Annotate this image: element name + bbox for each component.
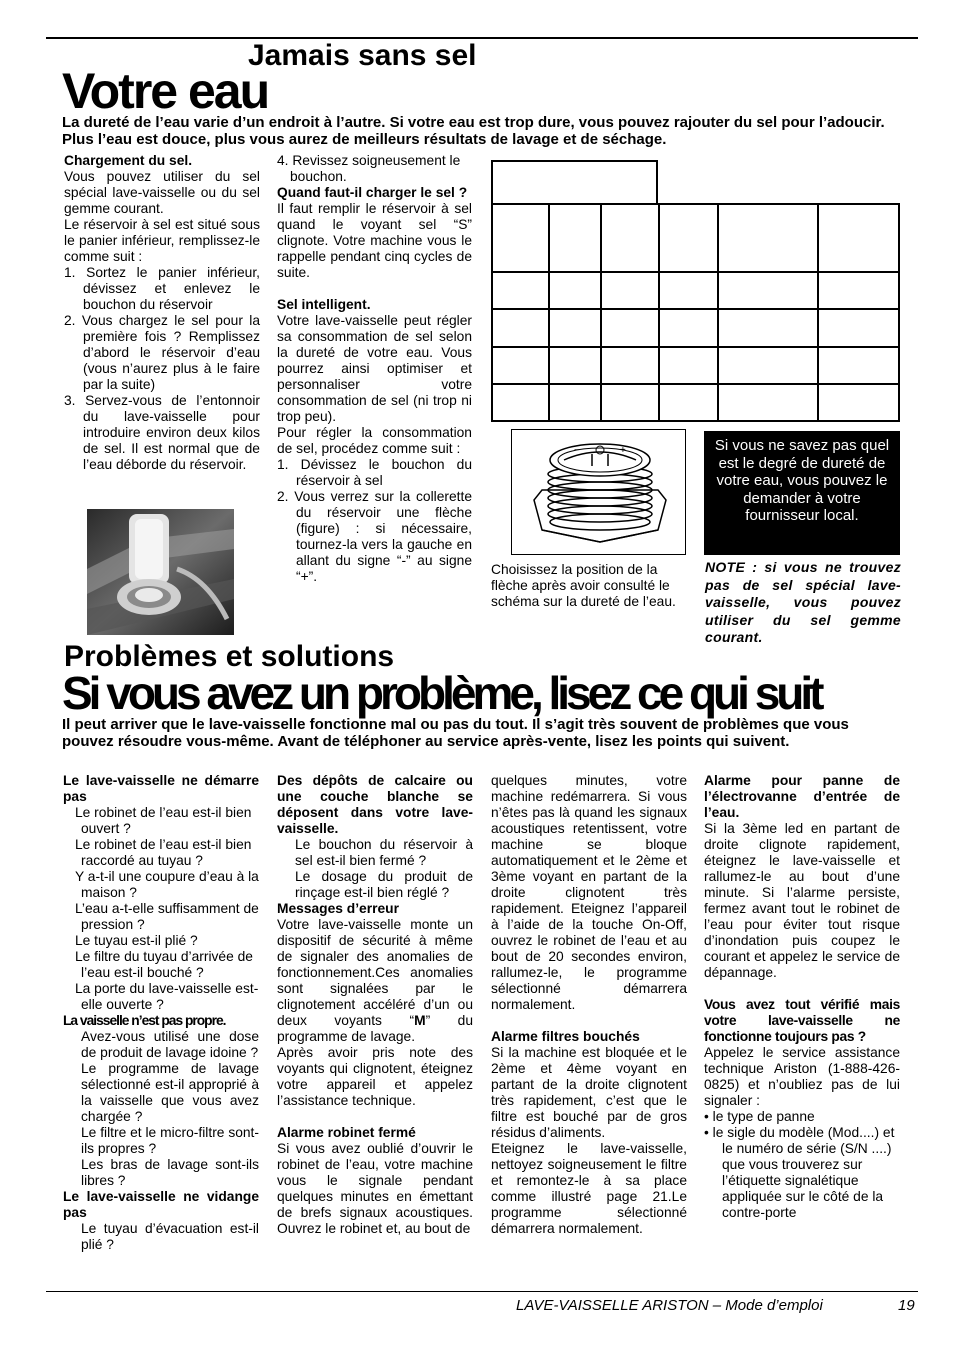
limescale-q1: Le bouchon du réservoir à sel est-il bien fermé ? <box>295 837 473 868</box>
limescale-heading: Des dépôts de calcaire ou une couche blanche se déposent dans votre lave-vaisselle. <box>277 773 473 836</box>
salt-usage-column <box>277 153 472 585</box>
not-clean-q8: Avez-vous utilisé une dose de produit de lavage idoine ? <box>81 1029 259 1060</box>
page-title-problems: Si vous avez un problème, lisez ce qui suit <box>62 667 821 719</box>
tap-closed-text: Si vous avez oublié d’ouvrir le robinet de l’eau, votre machine vous le signale pendant quelques minutes en émettant de brefs signaux acoustiques. Ouvrez le robinet et, au bout de <box>277 1141 473 1236</box>
when-text: Il faut remplir le réservoir à sel quand le voyant sel “S” clignote. Votre machine vous le rappelle pendant cinq cycles de suite. <box>277 201 472 280</box>
no-start-q2: Le robinet de l’eau est-il bien raccordé au tuyau ? <box>75 837 252 868</box>
valve-alarm-heading: Alarme pour panne de l’électrovanne d’entrée de l’eau. <box>704 773 900 820</box>
salt-loading-p1: Vous pouvez utiliser du sel spécial lave-vaisselle ou du sel gemme courant. <box>64 169 260 216</box>
cap-minus-label: − <box>574 445 580 456</box>
when-heading: Quand faut-il charger le sel ? <box>277 185 468 200</box>
adjust-step-1: 1. Dévissez le bouchon du réservoir à sel <box>277 457 472 488</box>
still-not-working-heading: Vous avez tout vérifié mais votre lave-vaisselle ne fonctionne toujours pas ? <box>704 997 900 1044</box>
top-rule <box>46 37 918 39</box>
not-clean-heading: La vaisselle n’est pas propre. <box>63 1013 226 1028</box>
salt-loading-heading: Chargement du sel. <box>64 153 193 168</box>
still-not-working-text: Appelez le service assistance technique Ariston (1-888-426-0825) et n’oubliez pas de lui signaler : <box>704 1045 900 1108</box>
salt-cap-diagram <box>511 429 686 555</box>
smart-salt-text: Votre lave-vaisselle peut régler sa consommation de sel selon la dureté de votre eau. Vous pourrez ainsi optimiser et personnaliser votre consommation de sel (ni trop ni trop peu). <box>277 313 472 424</box>
not-clean-q11: Les bras de lavage sont-ils libres ? <box>81 1157 259 1188</box>
section-subtitle-problems: Problèmes et solutions <box>64 640 395 673</box>
hardness-table-header-cell <box>491 160 658 205</box>
diagram-caption: Choisissez la position de la flèche après avoir consulté le schéma sur la dureté de l’eau. <box>491 562 676 609</box>
no-start-q3: Y a-t-il une coupure d’eau à la maison ? <box>75 869 259 900</box>
not-clean-q10: Le filtre et le micro-filtre sont-ils propres ? <box>81 1125 259 1156</box>
salt-loading-p2: Le réservoir à sel est situé sous le panier inférieur, remplissez-le comme suit : <box>64 217 260 264</box>
valve-alarm-text: Si la 3ème led en partant de droite clignote rapidement, éteignez le lave-vaisselle et rallumez-le au bout d’une minute. Si l’alarme persiste, fermez avant tout le robinet de l’eau pour éviter tout risque d’inondation puis coupez le courant et appelez le service de dépannage. <box>704 821 900 980</box>
filter-alarm-text-2: Eteignez le lave-vaisselle, nettoyez soigneusement le filtre et remontez-le à sa place comme illustré page 21.Le programme sélectionné démarrera normalement. <box>491 1141 687 1236</box>
adjust-step-2: 2. Vous verrez sur la collerette du réservoir une flèche (figure) : si nécessaire, tournez-la vers la gauche en allant du signe “-” au signe “+”. <box>277 489 472 584</box>
tap-closed-heading: Alarme robinet fermé <box>277 1125 416 1140</box>
page-number: 19 <box>898 1297 915 1314</box>
hardness-table <box>491 203 900 422</box>
filter-alarm-text: Si la machine est bloquée et le 2ème et 4ème voyant en partant de la droite clignotent très rapidement, c’est que le filtre est bouché par de gros résidus d’aliments. <box>491 1045 687 1140</box>
problems-column-2 <box>277 773 473 1237</box>
cap-plus-label: + <box>620 445 626 456</box>
problems-column-3 <box>491 773 687 1237</box>
no-start-q7: La porte du lave-vaisselle est-elle ouverte ? <box>75 981 259 1012</box>
section-subtitle-salt: Jamais sans sel <box>248 39 477 72</box>
no-drain-heading: Le lave-vaisselle ne vidange pas <box>63 1189 259 1220</box>
salt-loading-column <box>64 153 260 473</box>
no-start-q4: L’eau a-t-elle suffisamment de pression ? <box>75 901 259 932</box>
intro-water: La dureté de l’eau varie d’un endroit à l’autre. Si votre eau est trop dure, vous pouvez rajouter du sel pour l’adoucir. Plus l’eau est douce, plus vous aurez de meilleurs résultats de lavage et de séchage. <box>62 114 885 148</box>
page-title-water: Votre eau <box>62 63 269 119</box>
salt-step-4: 4. Revissez soigneusement le bouchon. <box>277 153 461 184</box>
error-messages-text: Votre lave-vaisselle monte un dispositif de sécurité à même de signaler des anomalies de fonctionnement.Ces anomalies sont signalées par le clignotement accéléré d’un ou deux voyants “M” du programme de lavage. <box>277 917 473 1044</box>
bottom-rule <box>46 1291 918 1292</box>
problems-column-4 <box>704 773 900 1221</box>
no-drain-q12: Le tuyau d’évacuation est-il plié ? <box>81 1221 259 1252</box>
salt-step-1: 1. Sortez le panier inférieur, dévissez et enlevez le bouchon du réservoir <box>64 265 260 312</box>
no-start-q6: Le filtre du tuyau d’arrivée de l’eau est-il bouché ? <box>75 949 253 980</box>
tap-closed-text-cont: quelques minutes, votre machine redémarrera. Si vous n’êtes pas là quand les signaux acoustiques retentissent, votre machine se bloque automatiquement et le 2ème et 3ème voyant en partant de la droite clignotent très rapidement. Eteignez l’appareil à l’aide de la touche On-Off, ouvrez le robinet de l’eau et au bout de 20 secondes environ, rallumez-le, le programme sélectionné démarrera normalement. <box>491 773 687 1012</box>
problems-column-1 <box>63 773 259 1253</box>
salt-step-3: 3. Servez-vous de l’entonnoir du lave-vaisselle pour introduire environ deux kilos de sel. Il est normal que de l’eau déborde du réservoir. <box>64 393 260 472</box>
report-bullet-1: • le type de panne <box>704 1109 815 1124</box>
salt-step-2: 2. Vous chargez le sel pour la première fois ? Remplissez d’abord le réservoir d’eau (vous n’aurez plus à le faire par la suite) <box>64 313 260 392</box>
intro-problems: Il peut arriver que le lave-vaisselle fonctionne mal ou pas du tout. Il s’agit très souvent de problèmes que vous pouvez résoudre vous-même. Avant de téléphoner au service après-vente, lisez les points qui suivent. <box>62 716 849 750</box>
funnel-photo <box>87 509 234 635</box>
limescale-q2: Le dosage du produit de rinçage est-il bien réglé ? <box>295 869 473 900</box>
hardness-info-box: Si vous ne savez pas quel est le degré de dureté de votre eau, vous pouvez le demander à votre fournisseur local. <box>704 431 900 555</box>
report-bullet-2: • le sigle du modèle (Mod....) et le numéro de série (S/N ....) que vous trouverez sur l’étiquette signalétique appliquée sur le côté de la contre-porte <box>704 1125 895 1220</box>
no-start-q1: Le robinet de l’eau est-il bien ouvert ? <box>75 805 252 836</box>
error-messages-heading: Messages d’erreur <box>277 901 399 916</box>
smart-salt-heading: Sel intelligent. <box>277 297 371 312</box>
filter-alarm-heading: Alarme filtres bouchés <box>491 1029 640 1044</box>
adjust-text: Pour régler la consommation de sel, procédez comme suit : <box>277 425 472 456</box>
no-start-q5: Le tuyau est-il plié ? <box>75 933 198 948</box>
salt-note: NOTE : si vous ne trouvez pas de sel spécial lave-vaisselle, vous pouvez utiliser du sel gemme courant. <box>705 559 901 645</box>
error-messages-text-2: Après avoir pris note des voyants qui clignotent, éteignez votre appareil et appelez l’assistance technique. <box>277 1045 473 1108</box>
footer-text: LAVE-VAISSELLE ARISTON – Mode d’emploi <box>516 1297 823 1314</box>
not-clean-q9: Le programme de lavage sélectionné est-il approprié à la vaisselle que vous avez chargée ? <box>81 1061 259 1124</box>
no-start-heading: Le lave-vaisselle ne démarre pas <box>63 773 259 804</box>
